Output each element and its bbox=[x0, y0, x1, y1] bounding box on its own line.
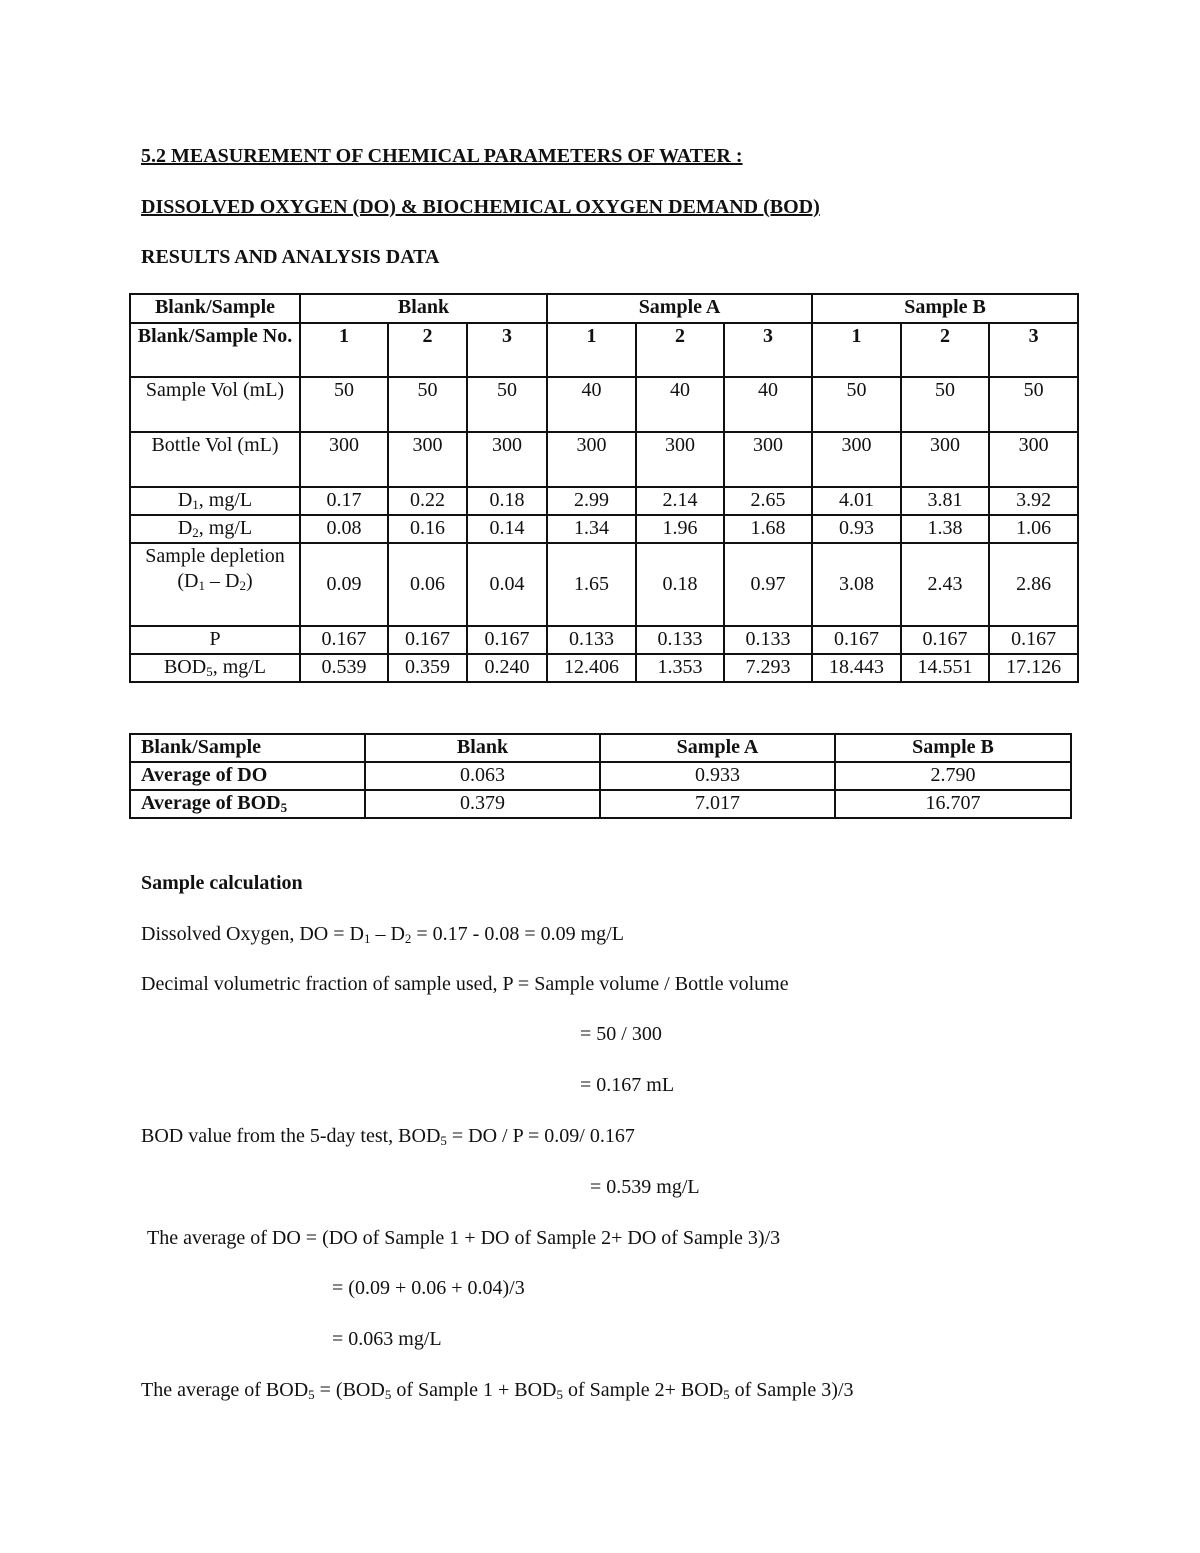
table-cell: 1.68 bbox=[724, 515, 812, 543]
table-cell: 2.99 bbox=[547, 487, 636, 515]
table-cell: 0.18 bbox=[467, 487, 547, 515]
table-cell: 7.293 bbox=[724, 654, 812, 682]
table-row bbox=[130, 487, 1078, 515]
table-cell: 2 bbox=[388, 323, 467, 377]
section-heading: 5.2 MEASUREMENT OF CHEMICAL PARAMETERS OF WATER : bbox=[141, 145, 743, 167]
table-row bbox=[130, 432, 1078, 487]
table-cell: 2.65 bbox=[724, 487, 812, 515]
label-text: D bbox=[177, 517, 193, 539]
calc-text: The average of BOD bbox=[141, 1379, 309, 1401]
table-cell: 0.04 bbox=[467, 543, 547, 626]
table-cell: 2 bbox=[901, 323, 989, 377]
table-cell: 0.16 bbox=[388, 515, 467, 543]
calc-line: Decimal volumetric fraction of sample used, P = Sample volume / Bottle volume bbox=[141, 973, 789, 995]
table-cell: 0.09 bbox=[300, 543, 388, 626]
table-cell: 0.17 bbox=[300, 487, 388, 515]
table-cell: 300 bbox=[724, 432, 812, 487]
table-cell: 0.063 bbox=[365, 762, 600, 790]
label-text: ) bbox=[245, 570, 253, 592]
label-text: , mg/L bbox=[212, 656, 267, 678]
table-cell: 3.08 bbox=[812, 543, 901, 626]
table-cell: 50 bbox=[388, 377, 467, 432]
subscript: 2 bbox=[239, 578, 246, 593]
table-cell: 0.133 bbox=[636, 626, 724, 654]
table-row bbox=[130, 626, 1078, 654]
table-cell: 0.167 bbox=[300, 626, 388, 654]
averages-table bbox=[129, 733, 1072, 819]
table-cell: 0.933 bbox=[600, 762, 835, 790]
label-text: Average of BOD bbox=[141, 792, 281, 814]
table-cell: 2.790 bbox=[835, 762, 1071, 790]
group-header: Blank bbox=[300, 294, 547, 323]
table-row bbox=[130, 762, 1071, 790]
table-cell: 0.08 bbox=[300, 515, 388, 543]
table-cell: 0.167 bbox=[467, 626, 547, 654]
table-cell: 0.167 bbox=[812, 626, 901, 654]
table-cell: 18.443 bbox=[812, 654, 901, 682]
table-cell: 1 bbox=[547, 323, 636, 377]
table-cell: 1.06 bbox=[989, 515, 1078, 543]
subscript: 2 bbox=[404, 931, 412, 946]
table-cell: 50 bbox=[812, 377, 901, 432]
calc-text: of Sample 3)/3 bbox=[729, 1379, 854, 1401]
calc-text: = DO / P = 0.09/ 0.167 bbox=[446, 1125, 635, 1147]
table-cell: 50 bbox=[901, 377, 989, 432]
column-header: Sample B bbox=[835, 734, 1071, 762]
table-cell: 0.240 bbox=[467, 654, 547, 682]
calc-line bbox=[141, 1379, 854, 1402]
table-cell: 3.81 bbox=[901, 487, 989, 515]
table-cell: 40 bbox=[547, 377, 636, 432]
table-row bbox=[130, 790, 1071, 818]
table-cell: 0.133 bbox=[724, 626, 812, 654]
table-cell: 0.97 bbox=[724, 543, 812, 626]
column-header: Blank bbox=[365, 734, 600, 762]
table-cell: 40 bbox=[724, 377, 812, 432]
table-row bbox=[130, 543, 1078, 626]
table-cell: 3.92 bbox=[989, 487, 1078, 515]
table-cell: 0.22 bbox=[388, 487, 467, 515]
table-row bbox=[130, 323, 1078, 377]
table-cell: 4.01 bbox=[812, 487, 901, 515]
table-cell: 0.359 bbox=[388, 654, 467, 682]
subscript: 5 bbox=[308, 1387, 315, 1402]
row-label bbox=[130, 790, 365, 818]
table-cell: 0.14 bbox=[467, 515, 547, 543]
label-text: BOD bbox=[163, 656, 207, 678]
results-heading: RESULTS AND ANALYSIS DATA bbox=[141, 246, 440, 268]
calc-text: of Sample 1 + BOD bbox=[391, 1379, 557, 1401]
table-cell: 0.18 bbox=[636, 543, 724, 626]
results-table bbox=[129, 293, 1079, 683]
table-cell: 300 bbox=[989, 432, 1078, 487]
table-cell: 3 bbox=[467, 323, 547, 377]
table-cell: 0.379 bbox=[365, 790, 600, 818]
calc-text: = 0.17 - 0.08 = 0.09 mg/L bbox=[411, 923, 624, 945]
table-row bbox=[130, 515, 1078, 543]
subscript: 1 bbox=[363, 931, 371, 946]
table-cell: 12.406 bbox=[547, 654, 636, 682]
table-cell: 0.539 bbox=[300, 654, 388, 682]
table-cell: 7.017 bbox=[600, 790, 835, 818]
subscript: 5 bbox=[206, 664, 213, 679]
table-cell: 1 bbox=[300, 323, 388, 377]
label-text: – D bbox=[204, 570, 240, 592]
calc-title: Sample calculation bbox=[141, 872, 303, 894]
table-cell: 50 bbox=[467, 377, 547, 432]
table-cell: 2 bbox=[636, 323, 724, 377]
calc-text: of Sample 2+ BOD bbox=[562, 1379, 724, 1401]
subscript: 5 bbox=[384, 1387, 392, 1402]
row-label: Sample Vol (mL) bbox=[130, 377, 300, 432]
group-header: Sample B bbox=[812, 294, 1078, 323]
row-label: Average of DO bbox=[130, 762, 365, 790]
row-label bbox=[130, 487, 300, 515]
calc-line: = 0.063 mg/L bbox=[332, 1328, 442, 1350]
row-label: P bbox=[130, 626, 300, 654]
subscript: 5 bbox=[556, 1387, 563, 1402]
calc-line bbox=[141, 1125, 635, 1148]
table-cell: 1.353 bbox=[636, 654, 724, 682]
table-cell: 1.34 bbox=[547, 515, 636, 543]
calc-line bbox=[141, 923, 624, 946]
subscript: 1 bbox=[192, 497, 199, 512]
table-cell: 300 bbox=[636, 432, 724, 487]
subscript: 5 bbox=[723, 1387, 730, 1402]
table-cell: 50 bbox=[989, 377, 1078, 432]
subscript: 5 bbox=[440, 1133, 447, 1148]
calc-line: = 0.167 mL bbox=[580, 1074, 675, 1096]
calc-text: – D bbox=[370, 923, 405, 945]
header-blank-sample: Blank/Sample bbox=[130, 294, 300, 323]
table-cell: 300 bbox=[300, 432, 388, 487]
group-header: Sample A bbox=[547, 294, 812, 323]
table-cell: 300 bbox=[547, 432, 636, 487]
calc-line: = (0.09 + 0.06 + 0.04)/3 bbox=[332, 1277, 525, 1299]
table-cell: 2.86 bbox=[989, 543, 1078, 626]
row-label bbox=[130, 515, 300, 543]
table-cell: 14.551 bbox=[901, 654, 989, 682]
table-cell: 16.707 bbox=[835, 790, 1071, 818]
column-header: Sample A bbox=[600, 734, 835, 762]
calc-text: = (BOD bbox=[314, 1379, 385, 1401]
subscript: 1 bbox=[198, 578, 205, 593]
table-row bbox=[130, 734, 1071, 762]
label-text: Sample depletion (D bbox=[145, 545, 285, 592]
table-cell: 3 bbox=[989, 323, 1078, 377]
calc-line: The average of DO = (DO of Sample 1 + DO of Sample 2+ DO of Sample 3)/3 bbox=[147, 1227, 781, 1249]
subscript: 5 bbox=[280, 800, 288, 815]
label-text: , mg/L bbox=[198, 489, 253, 511]
table-cell: 2.43 bbox=[901, 543, 989, 626]
table-cell: 1 bbox=[812, 323, 901, 377]
calc-line: = 50 / 300 bbox=[580, 1023, 662, 1045]
table-row bbox=[130, 377, 1078, 432]
subscript: 2 bbox=[192, 525, 199, 540]
table-cell: 1.38 bbox=[901, 515, 989, 543]
table-cell: 1.96 bbox=[636, 515, 724, 543]
table-cell: 300 bbox=[901, 432, 989, 487]
label-text: D bbox=[177, 489, 193, 511]
row-label: Bottle Vol (mL) bbox=[130, 432, 300, 487]
calc-text: BOD value from the 5-day test, BOD bbox=[141, 1125, 441, 1147]
table-cell: 3 bbox=[724, 323, 812, 377]
table-cell: 1.65 bbox=[547, 543, 636, 626]
table-cell: 0.167 bbox=[901, 626, 989, 654]
calc-line: = 0.539 mg/L bbox=[590, 1176, 700, 1198]
label-text: , mg/L bbox=[198, 517, 253, 539]
table-cell: 50 bbox=[300, 377, 388, 432]
table-cell: 300 bbox=[388, 432, 467, 487]
table-row bbox=[130, 654, 1078, 682]
table-cell: 2.14 bbox=[636, 487, 724, 515]
table-cell: 300 bbox=[467, 432, 547, 487]
table-cell: 0.133 bbox=[547, 626, 636, 654]
table-cell: 0.06 bbox=[388, 543, 467, 626]
header-blank-sample: Blank/Sample bbox=[130, 734, 365, 762]
table-cell: 40 bbox=[636, 377, 724, 432]
table-cell: 0.167 bbox=[989, 626, 1078, 654]
table-cell: 0.167 bbox=[388, 626, 467, 654]
row-label bbox=[130, 543, 300, 626]
table-cell: 17.126 bbox=[989, 654, 1078, 682]
row-label: Blank/Sample No. bbox=[130, 323, 300, 377]
table-cell: 300 bbox=[812, 432, 901, 487]
row-label bbox=[130, 654, 300, 682]
calc-text: Dissolved Oxygen, DO = D bbox=[141, 923, 364, 945]
table-cell: 0.93 bbox=[812, 515, 901, 543]
subject-heading: DISSOLVED OXYGEN (DO) & BIOCHEMICAL OXYGEN DEMAND (BOD) bbox=[141, 196, 820, 218]
